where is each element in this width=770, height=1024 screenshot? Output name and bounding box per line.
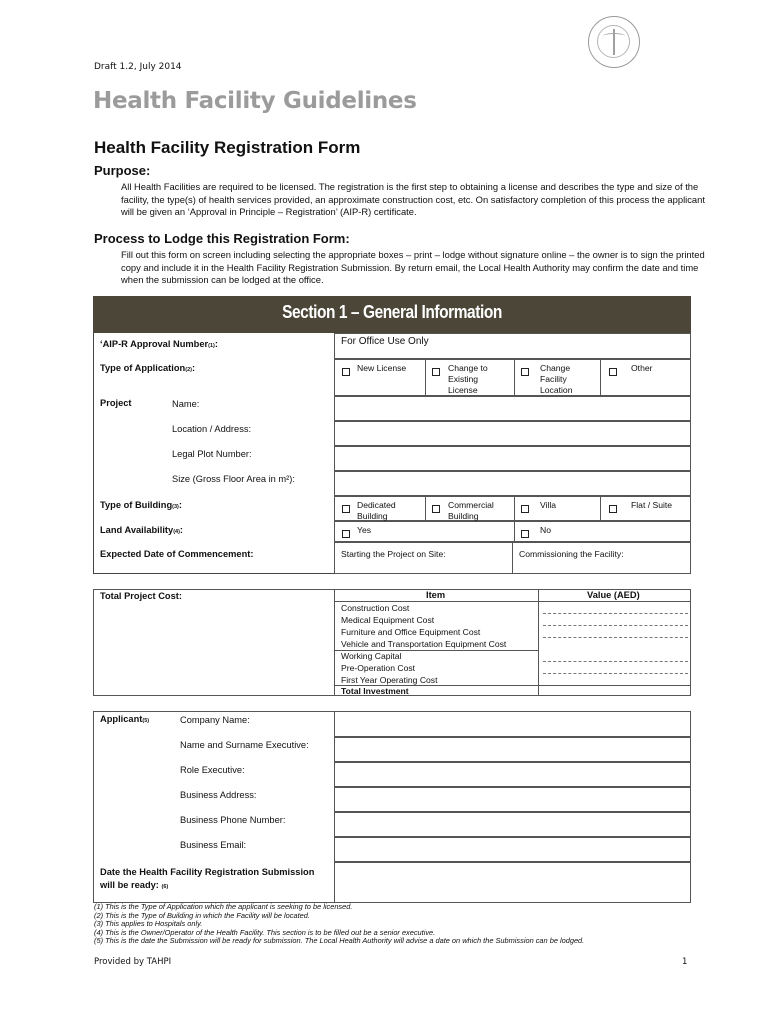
business-address-input[interactable]: [334, 787, 691, 812]
checkbox[interactable]: [521, 505, 529, 513]
cost-value-line[interactable]: [543, 637, 688, 638]
footnote: (3) This applies to Hospitals only.: [94, 919, 203, 929]
project-location-input[interactable]: [334, 421, 691, 446]
company-name-input[interactable]: [334, 711, 691, 737]
footnote: (2) This is the Type of Building in which the Facility will be located.: [94, 910, 310, 920]
submission-date-label: Date the Health Facility Registration Submission will be ready: (6): [100, 867, 315, 890]
app-change-license-option[interactable]: [432, 363, 440, 381]
cost-item-total: Total Investment: [341, 686, 409, 696]
type-application-label: Type of Application(2):: [100, 363, 196, 373]
project-label: Project: [100, 398, 132, 408]
cost-value-line[interactable]: [543, 625, 688, 626]
cost-value-header: Value (AED): [587, 590, 640, 600]
cost-value-line[interactable]: [543, 613, 688, 614]
checkbox[interactable]: [432, 505, 440, 513]
app-change-location-option[interactable]: [521, 363, 529, 381]
office-use-label: For Office Use Only: [341, 336, 429, 347]
land-yes-label: Yes: [357, 525, 372, 535]
footnote: (5) This is the date the Submission will be ready for submission. The Local Health Authority will advise a date on which the Submission can be lodged.: [94, 936, 585, 946]
process-heading: Process to Lodge this Registration Form:: [94, 231, 350, 246]
land-no-option[interactable]: [521, 525, 529, 543]
executive-name-label: Name and Surname Executive:: [180, 740, 309, 750]
business-phone-input[interactable]: [334, 812, 691, 837]
cost-item-vehicle: Vehicle and Transportation Equipment Cost: [341, 639, 507, 649]
project-name-input[interactable]: [334, 396, 691, 421]
cost-item-medical: Medical Equipment Cost: [341, 615, 435, 625]
project-name-label: Name:: [172, 399, 200, 409]
executive-role-input[interactable]: [334, 762, 691, 787]
type-building-label: Type of Building(3):: [100, 500, 182, 510]
draft-version: Draft 1.2, July 2014: [94, 62, 182, 72]
form-title: Health Facility Registration Form: [94, 138, 361, 157]
process-text: Fill out this form on screen including selecting the appropriate boxes – print – lodge without signature online – the owner is to sign the printed copy and include it in the Health Facility Registration Submission. By return email, the Local Health Authority may confirm the date and time when the submission can be lodged at the office.: [121, 249, 705, 285]
executive-role-label: Role Executive:: [180, 765, 245, 775]
building-dedicated-option[interactable]: [342, 500, 350, 518]
cost-item-furniture: Furniture and Office Equipment Cost: [341, 627, 481, 637]
project-plot-input[interactable]: [334, 446, 691, 471]
section1-banner: [93, 296, 691, 333]
building-flat-label: Flat / Suite: [631, 500, 673, 510]
commencement-label: Expected Date of Commencement:: [100, 549, 254, 559]
aipr-label: ‘AIP-R Approval Number(1):: [100, 339, 218, 349]
project-location-label: Location / Address:: [172, 424, 252, 434]
authority-seal-icon: [588, 16, 640, 68]
checkbox[interactable]: [342, 530, 350, 538]
building-villa-label: Villa: [540, 500, 557, 510]
page-number: 1: [682, 957, 688, 967]
cost-item-construction: Construction Cost: [341, 603, 410, 613]
checkbox[interactable]: [342, 368, 350, 376]
app-change-license-label: Change to Existing License: [448, 363, 488, 395]
building-villa-option[interactable]: [521, 500, 529, 518]
cost-value-line[interactable]: [543, 661, 688, 662]
cost-item-working-capital: Working Capital: [341, 651, 402, 661]
business-email-label: Business Email:: [180, 840, 247, 850]
land-no-label: No: [540, 525, 551, 535]
footnote: (4) This is the Owner/Operator of the Health Facility. This section is to be filled out be a senior executive.: [94, 927, 436, 937]
checkbox[interactable]: [609, 505, 617, 513]
applicant-label: Applicant(5): [100, 714, 150, 724]
app-new-license-option[interactable]: [342, 363, 350, 381]
building-flat-option[interactable]: [609, 500, 617, 518]
project-size-label: Size (Gross Floor Area in m²):: [172, 474, 295, 484]
checkbox[interactable]: [521, 368, 529, 376]
cost-item-preoperation: Pre-Operation Cost: [341, 663, 416, 673]
app-other-option[interactable]: [609, 363, 617, 381]
section1-title: Section 1 – General Information: [282, 302, 502, 322]
company-name-label: Company Name:: [180, 715, 250, 725]
cost-item-first-year: First Year Operating Cost: [341, 675, 438, 685]
building-commercial-label: Commercial Building: [448, 500, 494, 521]
cost-value-line[interactable]: [543, 673, 688, 674]
executive-name-input[interactable]: [334, 737, 691, 762]
business-address-label: Business Address:: [180, 790, 257, 800]
submission-date-input[interactable]: [334, 862, 691, 903]
land-yes-option[interactable]: [342, 525, 350, 543]
business-phone-label: Business Phone Number:: [180, 815, 286, 825]
business-email-input[interactable]: [334, 837, 691, 862]
provided-by: Provided by TAHPI: [94, 957, 172, 967]
checkbox[interactable]: [432, 368, 440, 376]
building-commercial-option[interactable]: [432, 500, 440, 518]
total-cost-label: Total Project Cost:: [100, 591, 182, 601]
app-new-license-label: New License: [357, 363, 407, 373]
purpose-text: All Health Facilities are required to be licensed. The registration is the first step to obtaining a license and describes the type and size of the facility, the type(s) of health services provided, an approximate construction cost, etc. On satisfactory completion of this process the applicant will be given an ‘Approval in Principle – Registration’ (AIP-R) certificate.: [121, 181, 705, 217]
project-plot-label: Legal Plot Number:: [172, 449, 252, 459]
checkbox[interactable]: [609, 368, 617, 376]
land-availability-cell: [334, 521, 691, 542]
checkbox[interactable]: [342, 505, 350, 513]
guidelines-title: Health Facility Guidelines: [93, 88, 417, 114]
commissioning-field[interactable]: Commissioning the Facility:: [519, 549, 624, 559]
app-change-location-label: Change Facility Location: [540, 363, 573, 395]
cost-item-header: Item: [426, 590, 446, 600]
checkbox[interactable]: [521, 530, 529, 538]
app-other-label: Other: [631, 363, 653, 373]
footnote: (1) This is the Type of Application which the applicant is seeking to be licensed.: [94, 902, 353, 911]
starting-project-field[interactable]: Starting the Project on Site:: [341, 549, 446, 559]
building-dedicated-label: Dedicated Building: [357, 500, 396, 521]
land-availability-label: Land Availability(4):: [100, 525, 184, 535]
purpose-heading: Purpose:: [94, 163, 151, 178]
project-size-input[interactable]: [334, 471, 691, 496]
